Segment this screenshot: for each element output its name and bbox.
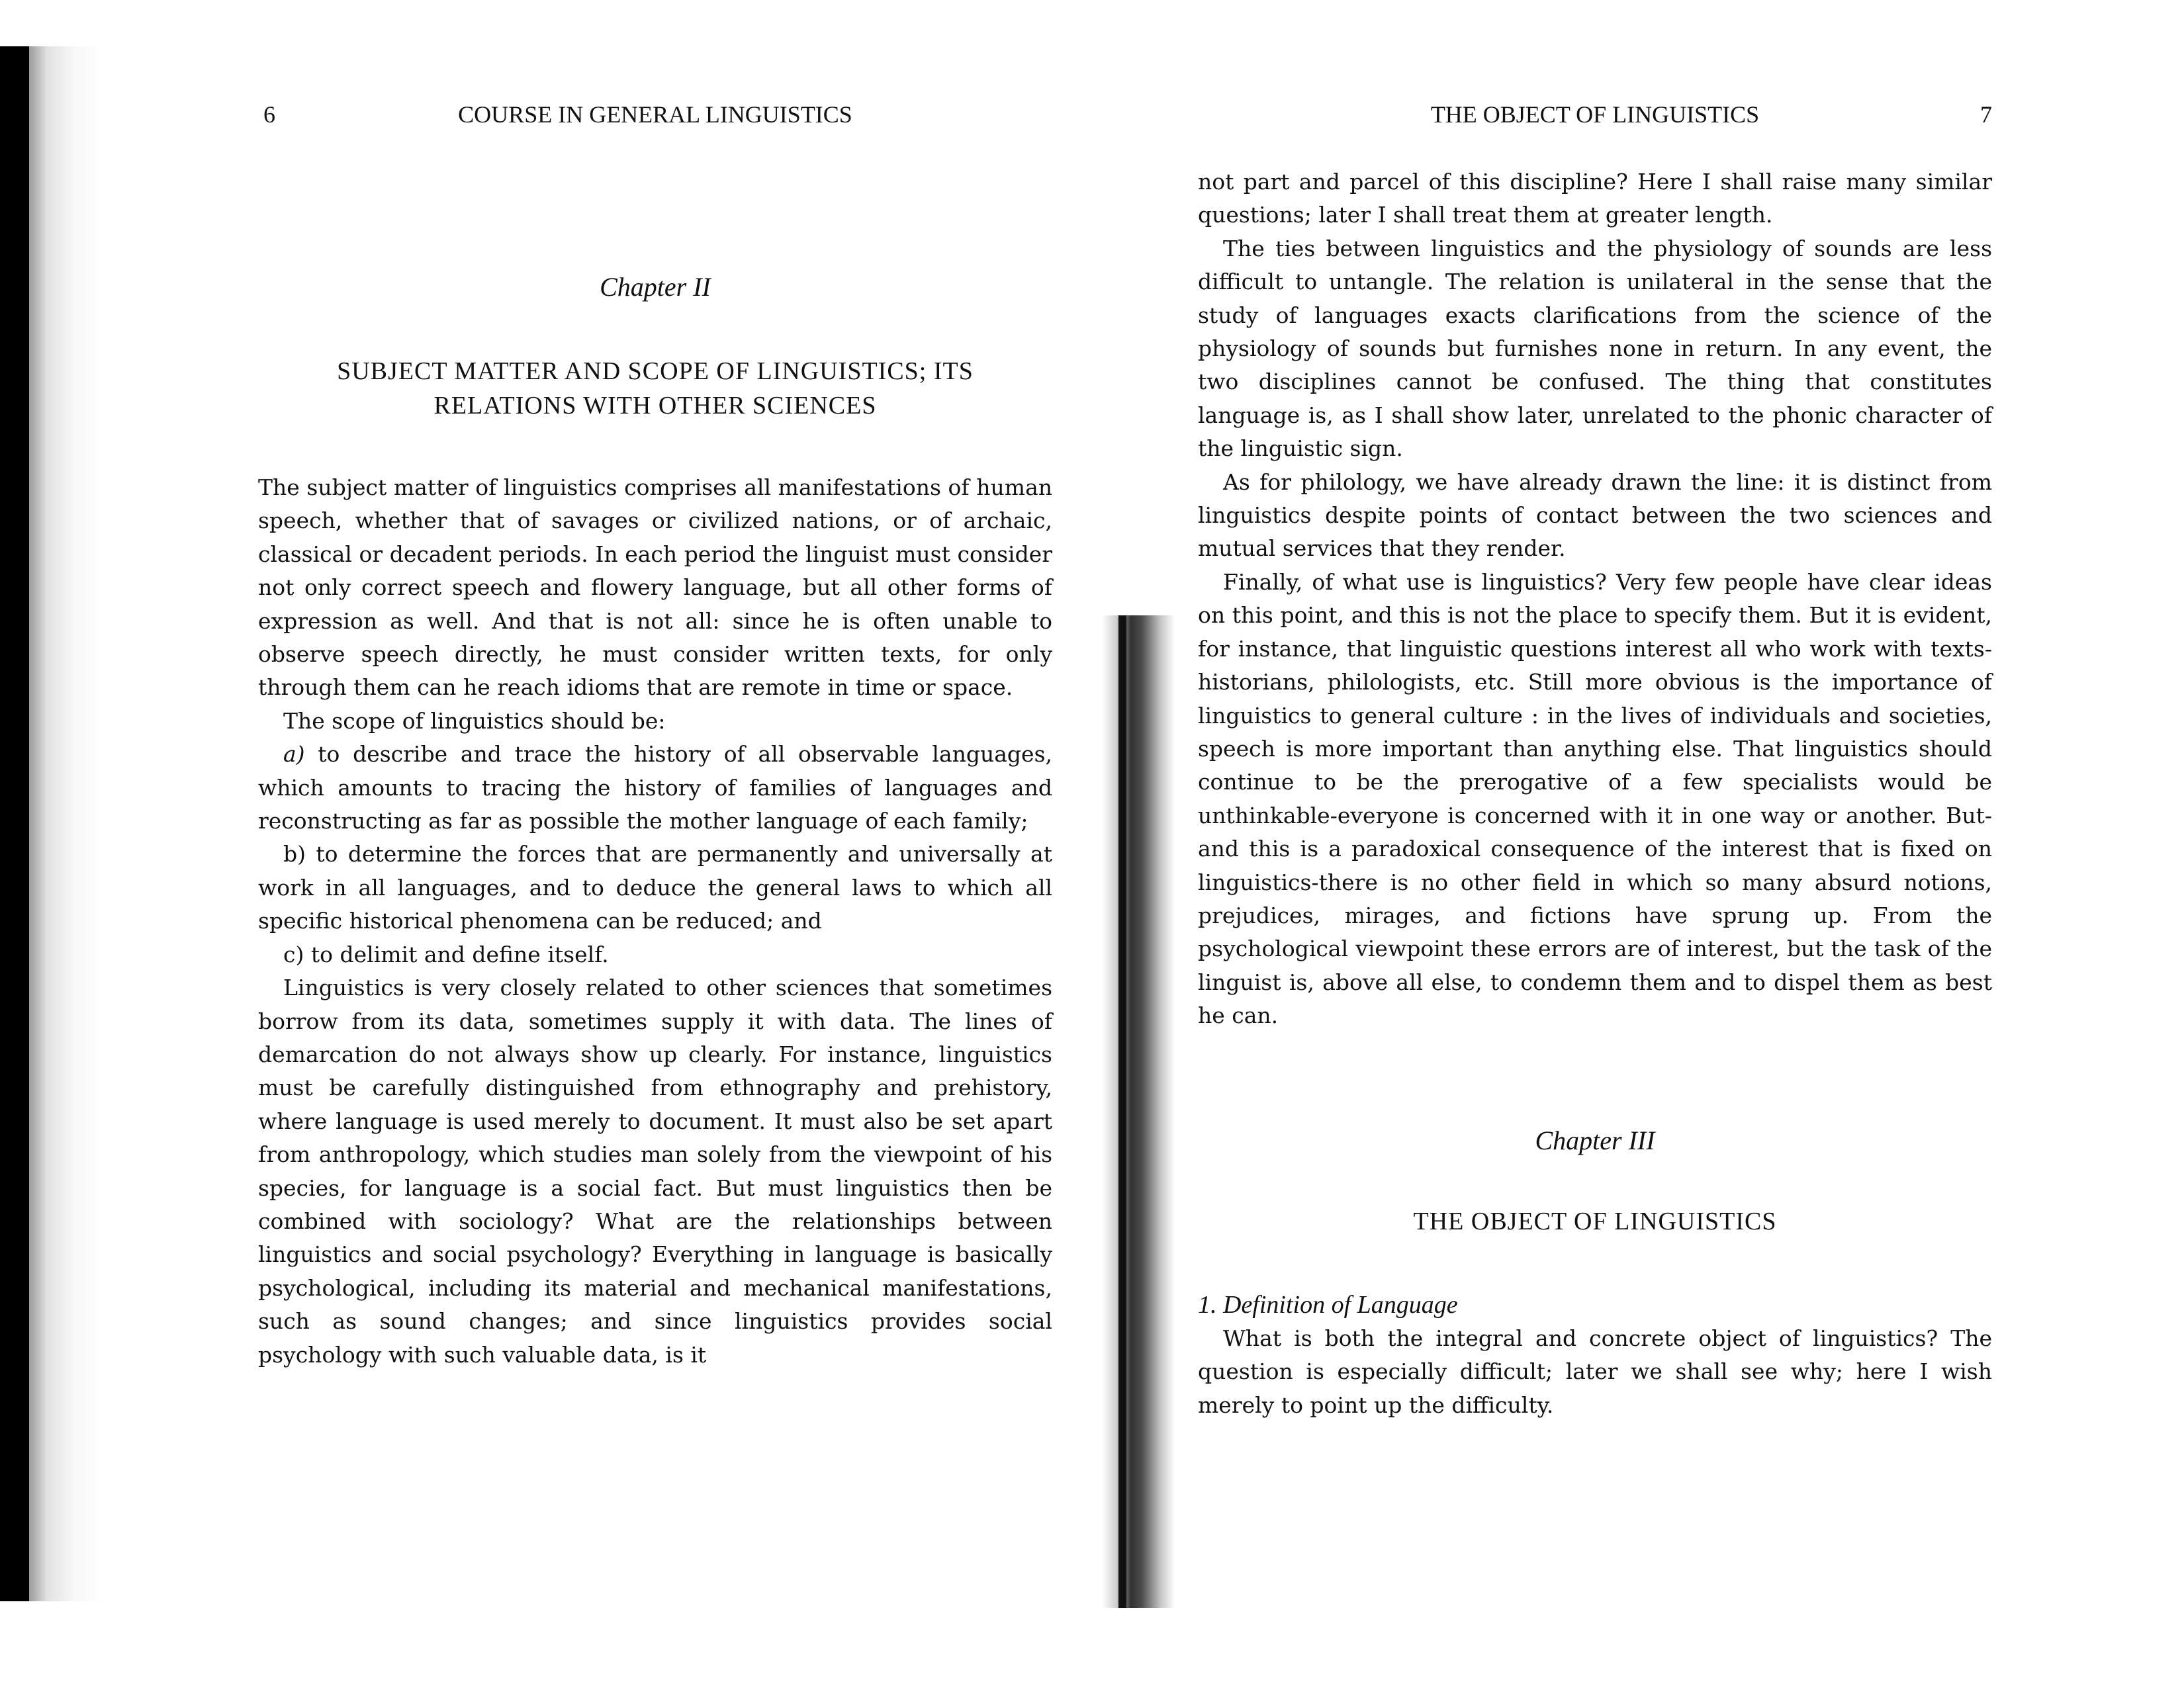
paragraph: The scope of linguistics should be: <box>283 707 666 734</box>
list-marker: c) <box>283 941 304 967</box>
paragraph: The subject matter of linguistics comprises all manifestations of human speech, whether that of savages or civilized nations, or of archaic, classical or decadent periods. In each period the linguist must consider not only correct speech and flowery language, but all other forms of expression as well. And that is not all: since he is often unable to observe speech directly, he must consider written texts, for only through them can he reach idioms that are remote in time or space. <box>258 474 1052 701</box>
left-running-head <box>251 101 1059 134</box>
chapter-title <box>251 354 1059 423</box>
paragraph: not part and parcel of this discipline? Here I shall raise many similar questions; later I shall treat them at greater length. <box>1198 169 1992 228</box>
chapter-title-line-2: RELATIONS WITH OTHER SCIENCES <box>433 392 877 420</box>
list-marker: a) <box>283 741 305 768</box>
paragraph: As for philology, we have already drawn the line: it is distinct from linguistics despite points of contact between the two sciences and mutual services that they render. <box>1198 468 1992 562</box>
running-head-title: COURSE IN GENERAL LINGUISTICS <box>458 101 852 128</box>
scan-edge-line <box>15 1562 17 1601</box>
chapter-label: Chapter III <box>1535 1126 1655 1155</box>
right-body-text-2 <box>1198 1322 1992 1422</box>
paragraph: Finally, of what use is linguistics? Very few people have clear ideas on this point, and this is not the place to specify them. But it is evident, for instance, that linguistic questions interest all who work with texts-historians, philologists, etc. Still more obvious is the importance of linguistics to general culture : in the lives of individuals and societies, speech is more important than anything else. That linguistics should continue to be the prerogative of a few specialists would be unthinkable-everyone is concerned with it in one way or another. But-and this is a paradoxical consequence of the interest that is fixed on linguistics-there is no other field in which so many absurd notions, prejudices, mirages, and fictions have sprung up. From the psychological viewpoint these errors are of interest, but the task of the linguist is, above all else, to condemn them and to dispel them as best he can. <box>1198 568 1992 1029</box>
scan-spine-shadow <box>0 46 29 1601</box>
book-gutter-shadow <box>1102 615 1175 1608</box>
paragraph: What is both the integral and concrete object of linguistics? The question is especially difficult; later we shall see why; here I wish merely to point up the difficulty. <box>1198 1325 1992 1418</box>
book-gutter-core <box>1118 615 1126 1608</box>
left-body-text <box>258 471 1052 1372</box>
list-item-text: to delimit and define itself. <box>310 941 609 967</box>
list-item-text: to determine the forces that are permanently and universally at work in all languages, and to deduce the general laws to which all specific historical phenomena can be reduced; and <box>258 841 1052 934</box>
list-item-text: to describe and trace the history of all observable languages, which amounts to tracing the history of families of languages and reconstructing as far as possible the mother language of each family; <box>258 741 1052 834</box>
chapter-title: THE OBJECT OF LINGUISTICS <box>1413 1208 1777 1235</box>
chapter-label: Chapter II <box>600 272 711 302</box>
right-page <box>1191 0 1999 1682</box>
chapter-title-line-1: SUBJECT MATTER AND SCOPE OF LINGUISTICS; ITS <box>337 357 974 385</box>
page-number: 6 <box>263 101 275 128</box>
scan-spine-gradient <box>29 46 102 1601</box>
section-heading: 1. Definition of Language <box>1198 1291 1458 1319</box>
right-body-text <box>1198 165 1992 1033</box>
running-head-title: THE OBJECT OF LINGUISTICS <box>1430 101 1760 128</box>
list-item-b <box>258 838 1052 938</box>
left-page <box>251 0 1059 1682</box>
paragraph: Linguistics is very closely related to other sciences that sometimes borrow from its data, sometimes supply it with data. The lines of demarcation do not always show up clearly. For instance, linguistics must be carefully distinguished from ethnography and prehistory, where language is used merely to document. It must also be set apart from anthropology, which studies man solely from the viewpoint of his species, for language is a social fact. But must linguistics then be combined with sociology? What are the relationships between linguistics and social psychology? Everything in language is basically psychological, including its material and mechanical manifestations, such as sound changes; and since linguistics provides social psychology with such valuable data, is it <box>258 975 1052 1368</box>
paragraph: The ties between linguistics and the physiology of sounds are less difficult to untangle. The relation is unilateral in the sense that the study of languages exacts clarifications from the science of the physiology of sounds but furnishes none in return. In any event, the two disciplines cannot be confused. The thing that constitutes language is, as I shall show later, unrelated to the phonic character of the linguistic sign. <box>1198 235 1992 462</box>
list-item-c <box>258 938 1052 971</box>
list-marker: b) <box>283 841 306 867</box>
page-number: 7 <box>1980 101 1992 128</box>
list-item-a <box>258 738 1052 838</box>
right-running-head <box>1191 101 1999 134</box>
